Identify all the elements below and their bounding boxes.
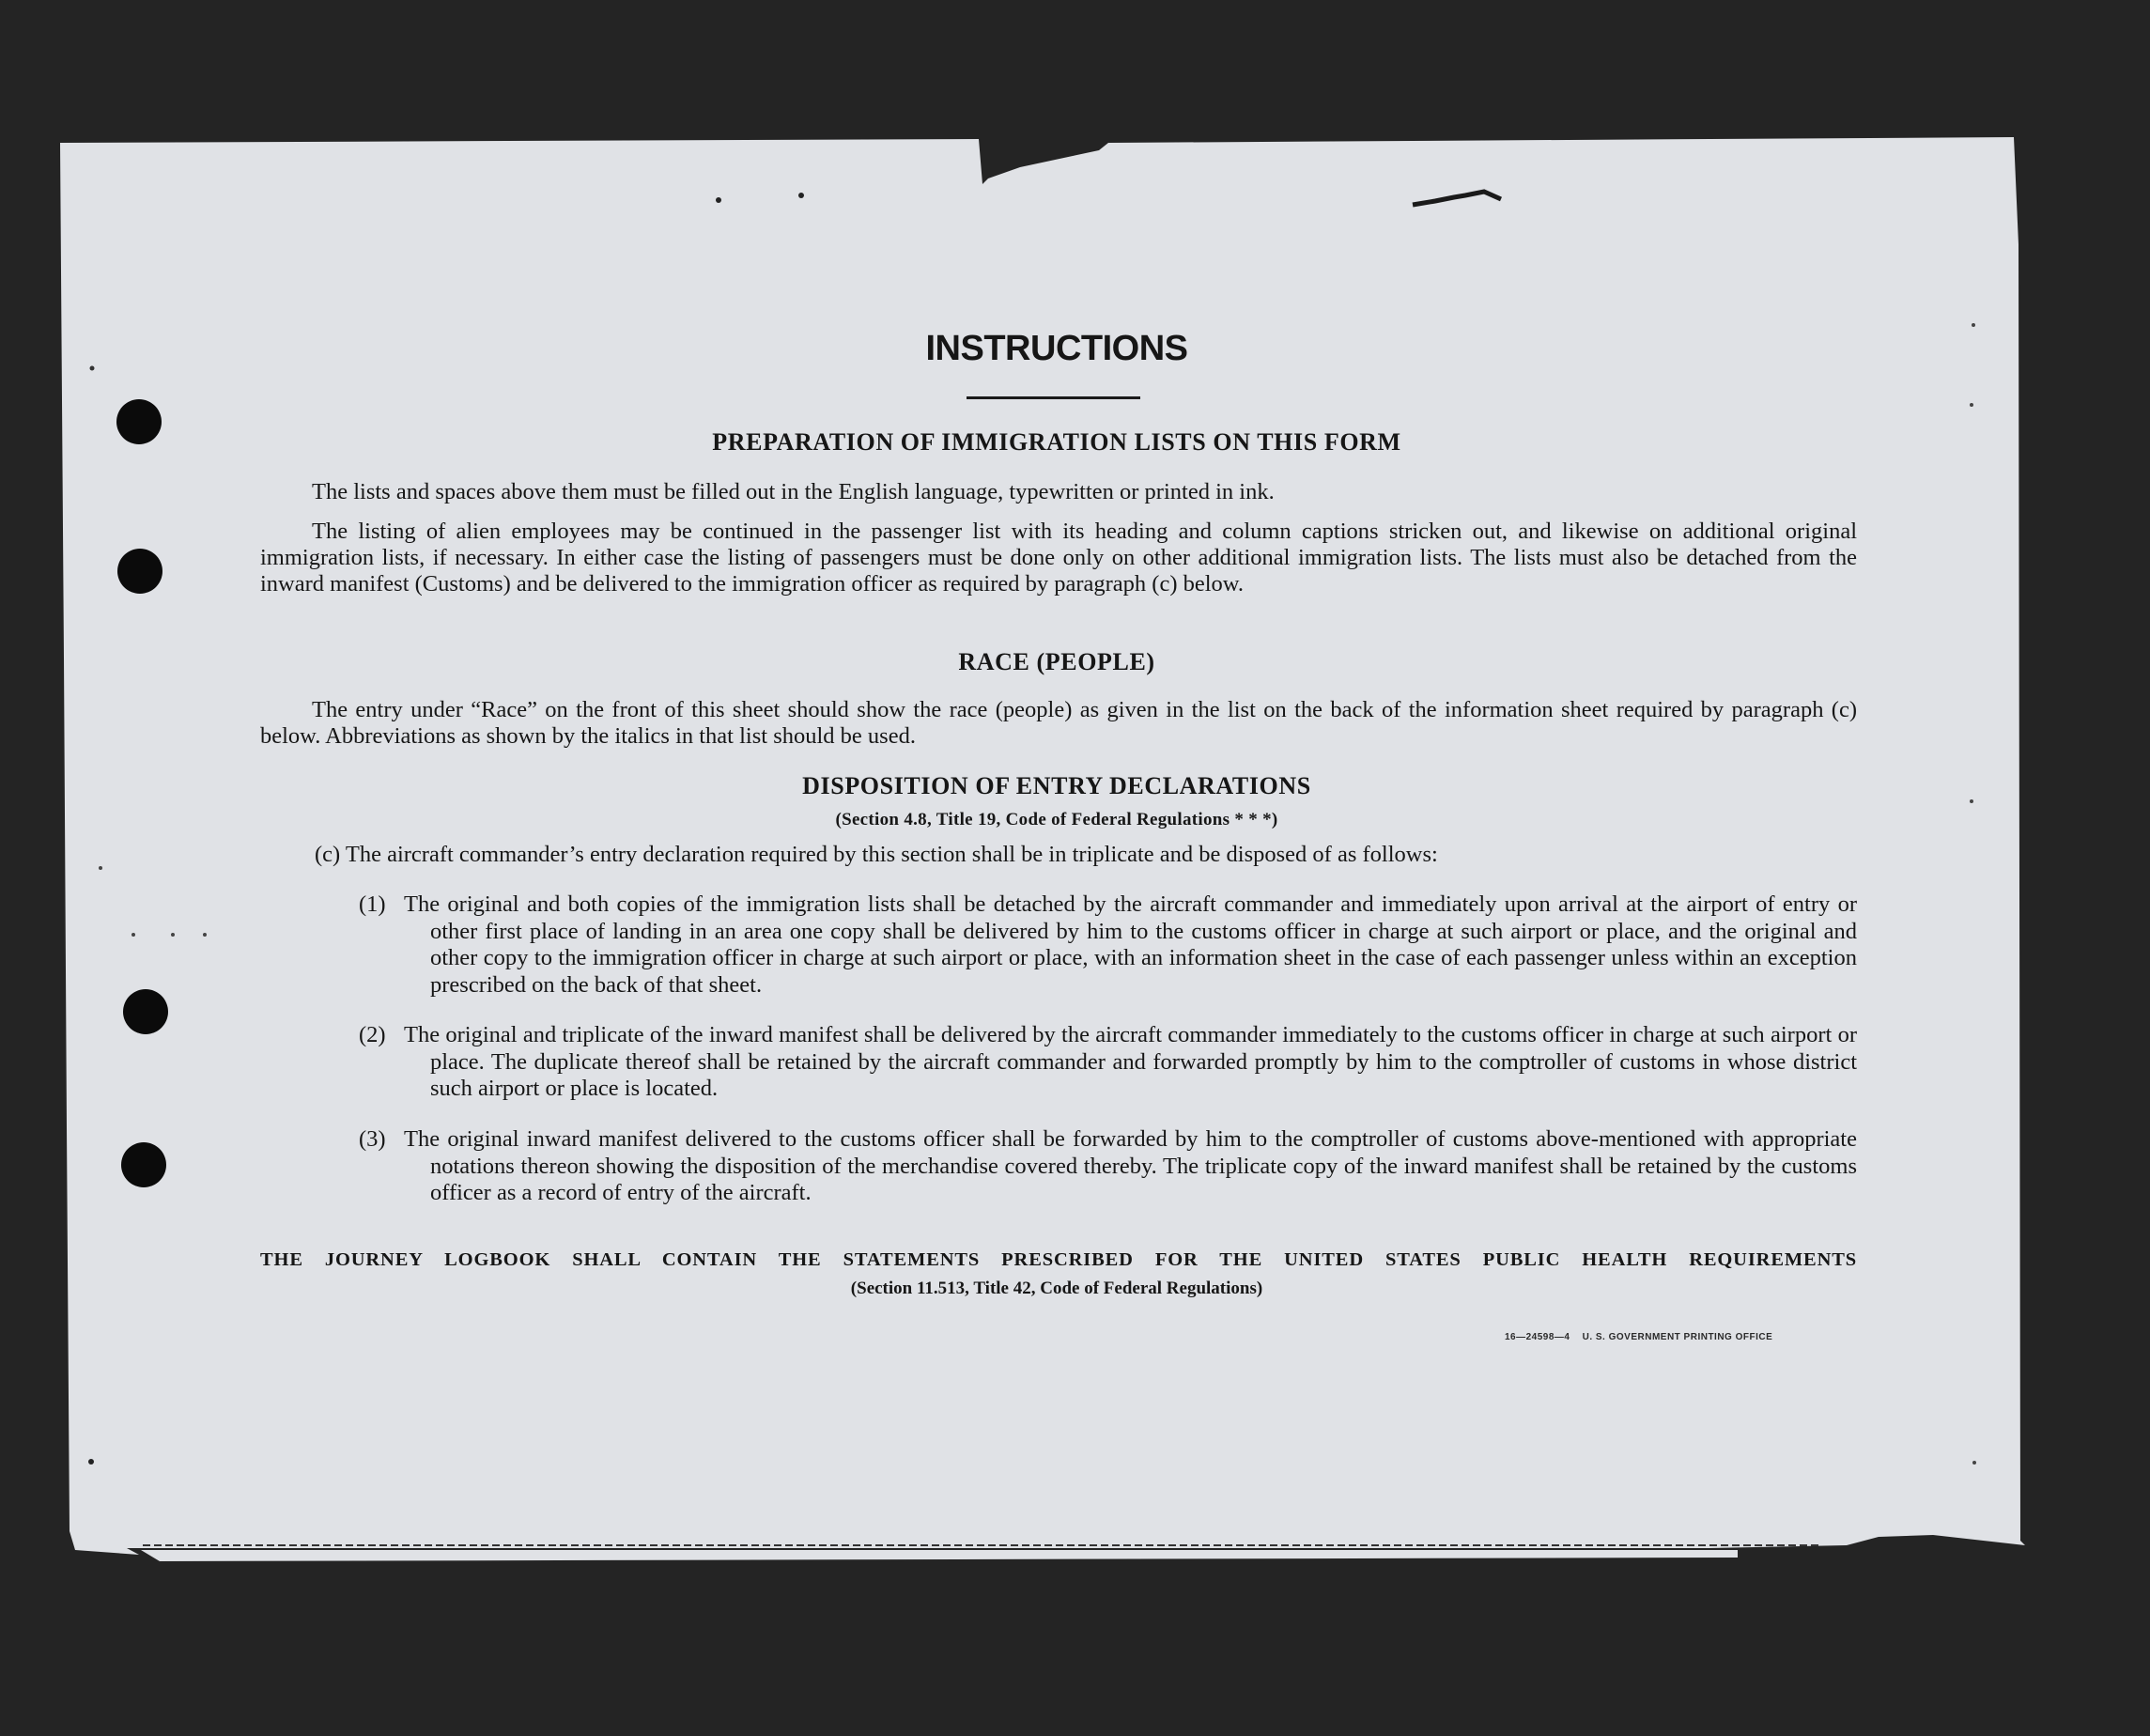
paragraph-c-intro: (c) The aircraft commander’s entry declaration required by this section shall be in triplicate and be disposed of as follows: [315,842,1438,867]
list-item-text: The original and both copies of the immigration lists shall be detached by the aircraft commander and immediately upon arrival at the airport of entry or other first place of landing in an area one copy shall be delivered by him to the customs officer in charge at such airport or place, and the original and other copy to the immigration officer in charge at such airport or place, with an information sheet in the case of each passenger unless within an exception prescribed on the back of that sheet. [404,891,1857,998]
list-item-text: The original inward manifest delivered to the customs officer shall be forwarded by him to the comptroller of customs above-mentioned with appropriate notations thereon showing the disposition of the merchandise covered thereby. The triplicate copy of the inward manifest shall be retained by the customs officer as a record of entry of the aircraft. [404,1126,1857,1205]
title-underline [967,396,1140,399]
document-title: INSTRUCTIONS [925,329,1188,368]
section-heading-preparation: PREPARATION OF IMMIGRATION LISTS ON THIS FORM [712,428,1401,456]
list-item-number: (1) [359,891,386,917]
section-heading-disposition: DISPOSITION OF ENTRY DECLARATIONS [802,772,1311,799]
paragraph-english-language: The lists and spaces above them must be filled out in the English language, typewritten or printed in ink. [312,479,1275,504]
list-item [359,891,1857,999]
section-citation-title-19: (Section 4.8, Title 19, Code of Federal Regulations * * *) [835,810,1278,829]
list-item [359,1022,1857,1103]
printer-imprint: 16—24598—4 U. S. GOVERNMENT PRINTING OFFICE [1505,1332,1773,1342]
section-heading-race: RACE (PEOPLE) [958,648,1155,675]
list-item-number: (3) [359,1126,386,1152]
paragraph-alien-employees: The listing of alien employees may be continued in the passenger list with its heading and column captions stricken out, and likewise on additional original immigration lists, if necessary. In either case the listing of passengers must be done only on other additional immigration lists. The lists must also be detached from the inward manifest (Customs) and be delivered to the immigration officer as required by paragraph (c) below. [260,519,1857,597]
list-item-number: (2) [359,1022,386,1047]
list-item-text: The original and triplicate of the inward manifest shall be delivered by the aircraft commander immediately to the customs officer in charge at such airport or place. The duplicate thereof shall be retained by the aircraft commander and forwarded promptly by him to the comptroller of customs in whose district such airport or place is located. [404,1022,1857,1101]
list-item [359,1126,1857,1207]
public-health-statement: THE JOURNEY LOGBOOK SHALL CONTAIN THE STATEMENTS PRESCRIBED FOR THE UNITED STATES PUBLIC HEALTH REQUIREMENTS [260,1249,1857,1270]
paragraph-race-entry: The entry under “Race” on the front of this sheet should show the race (people) as given in the list on the back of the information sheet required by paragraph (c) below. Abbreviations as shown by the italics in that list should be used. [260,697,1857,749]
public-health-citation: (Section 11.513, Title 42, Code of Federal Regulations) [850,1279,1263,1298]
